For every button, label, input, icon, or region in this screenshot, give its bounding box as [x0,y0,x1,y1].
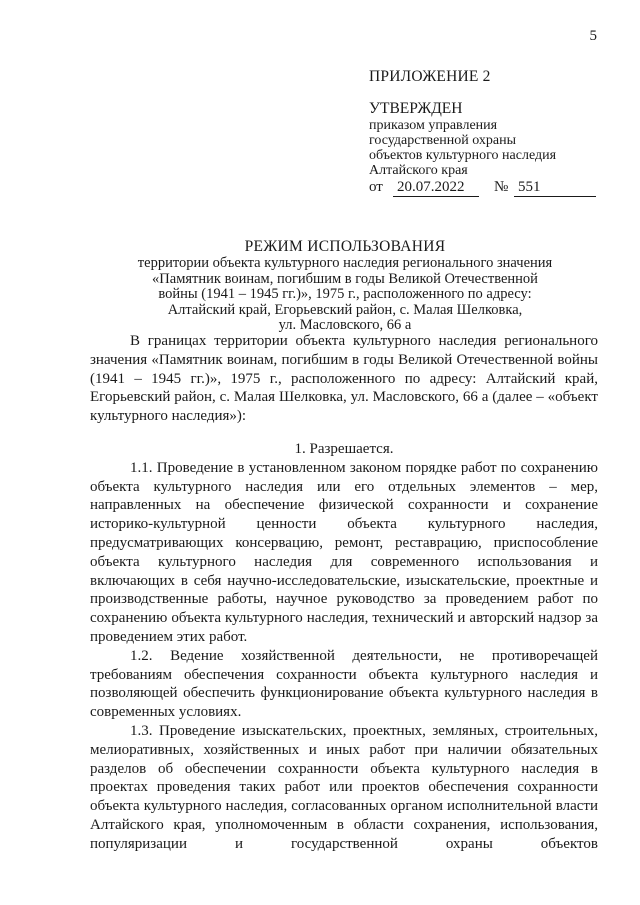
document-title: РЕЖИМ ИСПОЛЬЗОВАНИЯ [244,238,446,255]
appendix-label: ПРИЛОЖЕНИЕ 2 [369,68,491,85]
approval-line: объектов культурного наследия [369,148,557,163]
title-line: войны (1941 – 1945 гг.)», 1975 г., расположенного по адресу: [158,286,532,302]
item-paragraph: 1.1. Проведение в установленном законом порядке работ по сохранению объекта культурного наследия или его отдельных элементов – мер, направленных на обеспечение физической сохранности и сохранение историко-культурной ценности объекта культурного наследия, предусматривающих консервацию, ремонт, реставрацию, приспособление объекта культурного наследия для современного использования и включающих в себя научно-исследовательские, изыскательские, проектные и производственные работы, научное руководство за проведением работ по сохранению объекта культурного наследия, технический и авторский надзор за проведением этих работ. [90,459,598,645]
approval-number: 551 [514,179,596,197]
item-paragraph: 1.2. Ведение хозяйственной деятельности, не противоречащей требованиям обеспечения сохранности объекта культурного наследия и позволяющей обеспечить функционирование объекта культурного наследия в современных условиях. [90,647,598,721]
date-prefix: от [369,179,383,195]
approval-block [369,68,609,199]
approval-line: приказом управления [369,118,498,133]
section-heading: 1. Разрешается. [294,440,394,457]
approved-label: УТВЕРЖДЕН [369,100,463,117]
approval-line: государственной охраны [369,133,517,148]
title-line: «Памятник воинам, погибшим в годы Великой Отечественной [152,270,538,287]
title-line: Алтайский край, Егорьевский район, с. Малая Шелковка, [167,301,523,318]
number-prefix: № [494,179,509,195]
intro-paragraph: В границах территории объекта культурного наследия регионального значения «Памятник воинам, погибшим в годы Великой Отечественной войны (1941 – 1945 гг.)», 1975 г., расположенного по адресу: Алтайский край, Егорьевский район, с. Малая Шелковка, ул. Масловского, 66 а (далее – «объект культурного наследия»): [90,333,598,425]
title-line: ул. Масловского, 66 а [278,317,412,333]
approval-date: 20.07.2022 [393,179,479,197]
document-body [90,332,598,854]
item-paragraph: 1.3. Проведение изыскательских, проектных, земляных, строительных, мелиоративных, хозяйственных и иных работ при наличии обязательных разделов об обеспечении сохранности объекта культурного наследия в проектах проведения таких работ или проектов обеспечения сохранности объекта культурного наследия, согласованных органом исполнительной власти Алтайского края, уполномоченным в области сохранения, использования, популяризации и государственной охраны объектов [90,722,598,852]
page-number: 5 [589,28,597,44]
document-title-block [90,238,600,334]
date-number-line [369,179,609,199]
title-line: территории объекта культурного наследия регионального значения [137,255,553,271]
approval-line: Алтайского края [369,163,468,178]
